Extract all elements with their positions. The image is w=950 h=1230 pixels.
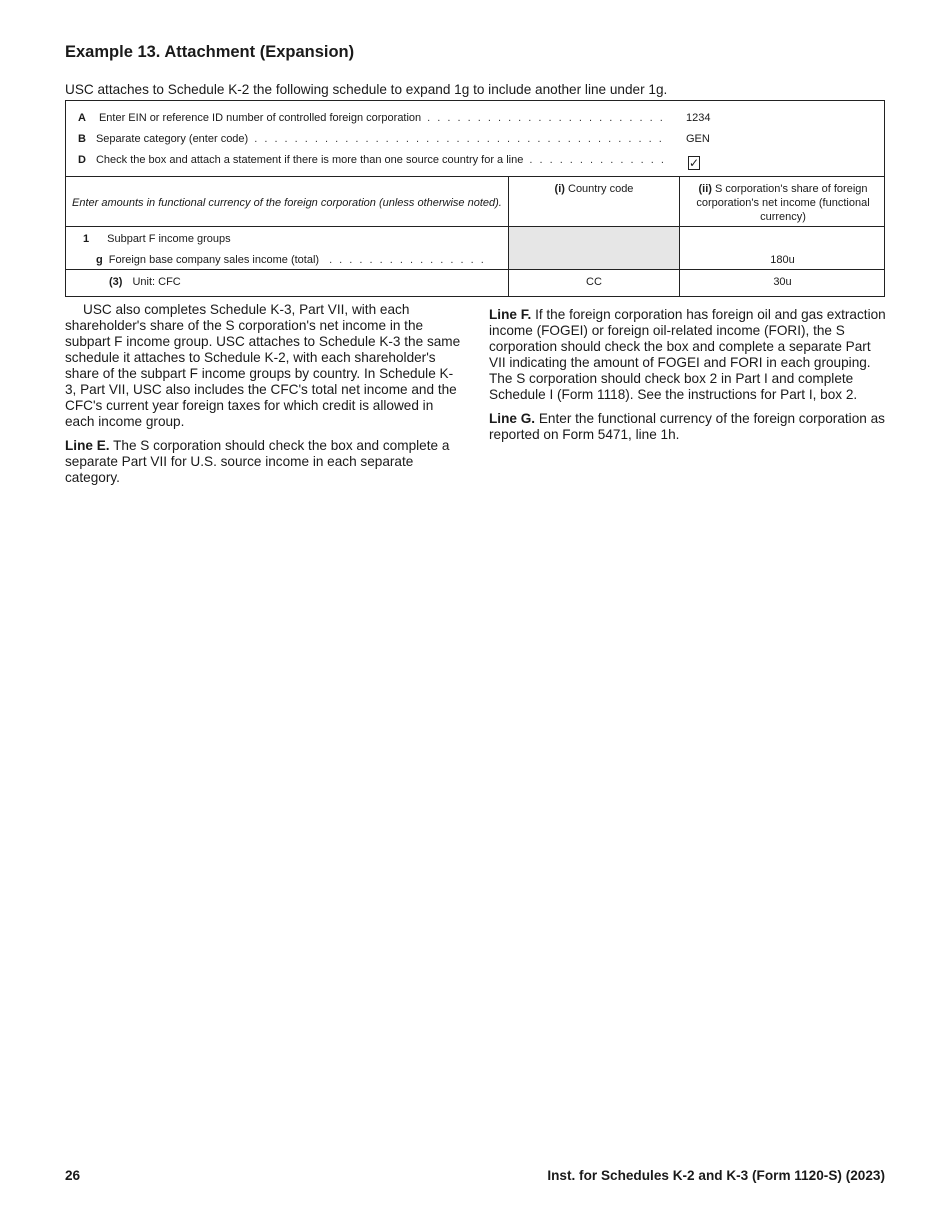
currency-note: Enter amounts in functional currency of the foreign corporation (unless otherwise noted). [72, 197, 502, 209]
dot-leader [427, 112, 663, 124]
line-d-code: D [78, 154, 86, 166]
row-g-col-ii[interactable]: 180u [770, 254, 795, 266]
line-a [78, 112, 663, 124]
line-d-label: Check the box and attach a statement if there is more than one source country for a line [95, 154, 524, 166]
line-a-code: A [78, 112, 86, 124]
row-1-label: Subpart F income groups [107, 233, 231, 245]
line-d [78, 154, 663, 166]
row-g-code: g [96, 254, 103, 266]
row-3-col-ii[interactable]: 30u [773, 276, 792, 288]
row-3-code: (3) [109, 276, 123, 288]
line-e-text: The S corporation should check the box and complete a separate Part VII for U.S. source income in each separate category. [65, 438, 450, 485]
column-ii-num: (ii) [698, 183, 712, 195]
page-number: 26 [65, 1168, 81, 1183]
line-f-paragraph [489, 307, 886, 403]
line-f-label: Line F. [489, 307, 532, 322]
line-g-paragraph [489, 411, 886, 443]
line-b-value[interactable]: GEN [686, 133, 710, 145]
line-e-paragraph [65, 438, 462, 486]
schedule-form [65, 100, 885, 297]
shaded-cell [509, 227, 679, 269]
line-d-checkbox[interactable]: ✓ [689, 156, 700, 170]
row-1 [83, 233, 383, 245]
line-e-label: Line E. [65, 438, 110, 453]
divider [66, 226, 884, 227]
section-heading: Example 13. Attachment (Expansion) [65, 43, 355, 61]
line-g-text: Enter the functional currency of the foreign corporation as reported on Form 5471, line 1h. [489, 411, 885, 442]
dot-leader [529, 154, 663, 166]
row-3-label: Unit: CFC [132, 276, 181, 288]
right-column [489, 307, 886, 451]
column-i-num: (i) [554, 183, 565, 195]
line-b-code: B [78, 133, 86, 145]
line-b-label: Separate category (enter code) [95, 133, 249, 145]
intro-text: USC attaches to Schedule K-2 the following schedule to expand 1g to include another line under 1g. [65, 82, 668, 97]
line-b [78, 133, 663, 145]
row-3 [109, 276, 499, 288]
column-ii-header [688, 182, 878, 224]
row-g [96, 254, 491, 266]
row-3-col-i[interactable]: CC [586, 276, 602, 288]
column-i-header [509, 182, 679, 196]
divider [66, 176, 884, 177]
paragraph: USC also completes Schedule K-3, Part VII, with each shareholder's share of the S corporation's net income in the subpart F income group. USC attaches to Schedule K-3 the same schedule it attaches to Schedule K-2, with each shareholder's share of the subpart F income groups by country. In Schedule K-3, Part VII, USC also includes the CFC's total net income and the CFC's current year foreign taxes for which credit is allowed in each income group. [65, 302, 461, 429]
left-column [65, 302, 462, 494]
row-1-num: 1 [83, 233, 90, 245]
footer-title: Inst. for Schedules K-2 and K-3 (Form 1120-S) (2023) [547, 1168, 885, 1183]
column-ii-label: S corporation's share of foreign corporation's net income (functional currency) [696, 183, 870, 223]
line-a-value[interactable]: 1234 [686, 112, 711, 124]
line-a-label: Enter EIN or reference ID number of controlled foreign corporation [98, 112, 422, 124]
column-i-label: Country code [568, 183, 634, 195]
dot-leader [329, 254, 491, 266]
line-f-text: If the foreign corporation has foreign oil and gas extraction income (FOGEI) or foreign oil-related income (FORI), the S corporation should check the box and complete a separate Part VII indicating the amount of FOGEI and FORI in each grouping. The S corporation should check box 2 in Part I and complete Schedule I (Form 1118). See the instructions for Part I, box 2. [489, 307, 886, 402]
dot-leader [254, 133, 663, 145]
divider [66, 269, 884, 270]
row-g-label: Foreign base company sales income (total) [108, 254, 320, 266]
line-g-label: Line G. [489, 411, 536, 426]
